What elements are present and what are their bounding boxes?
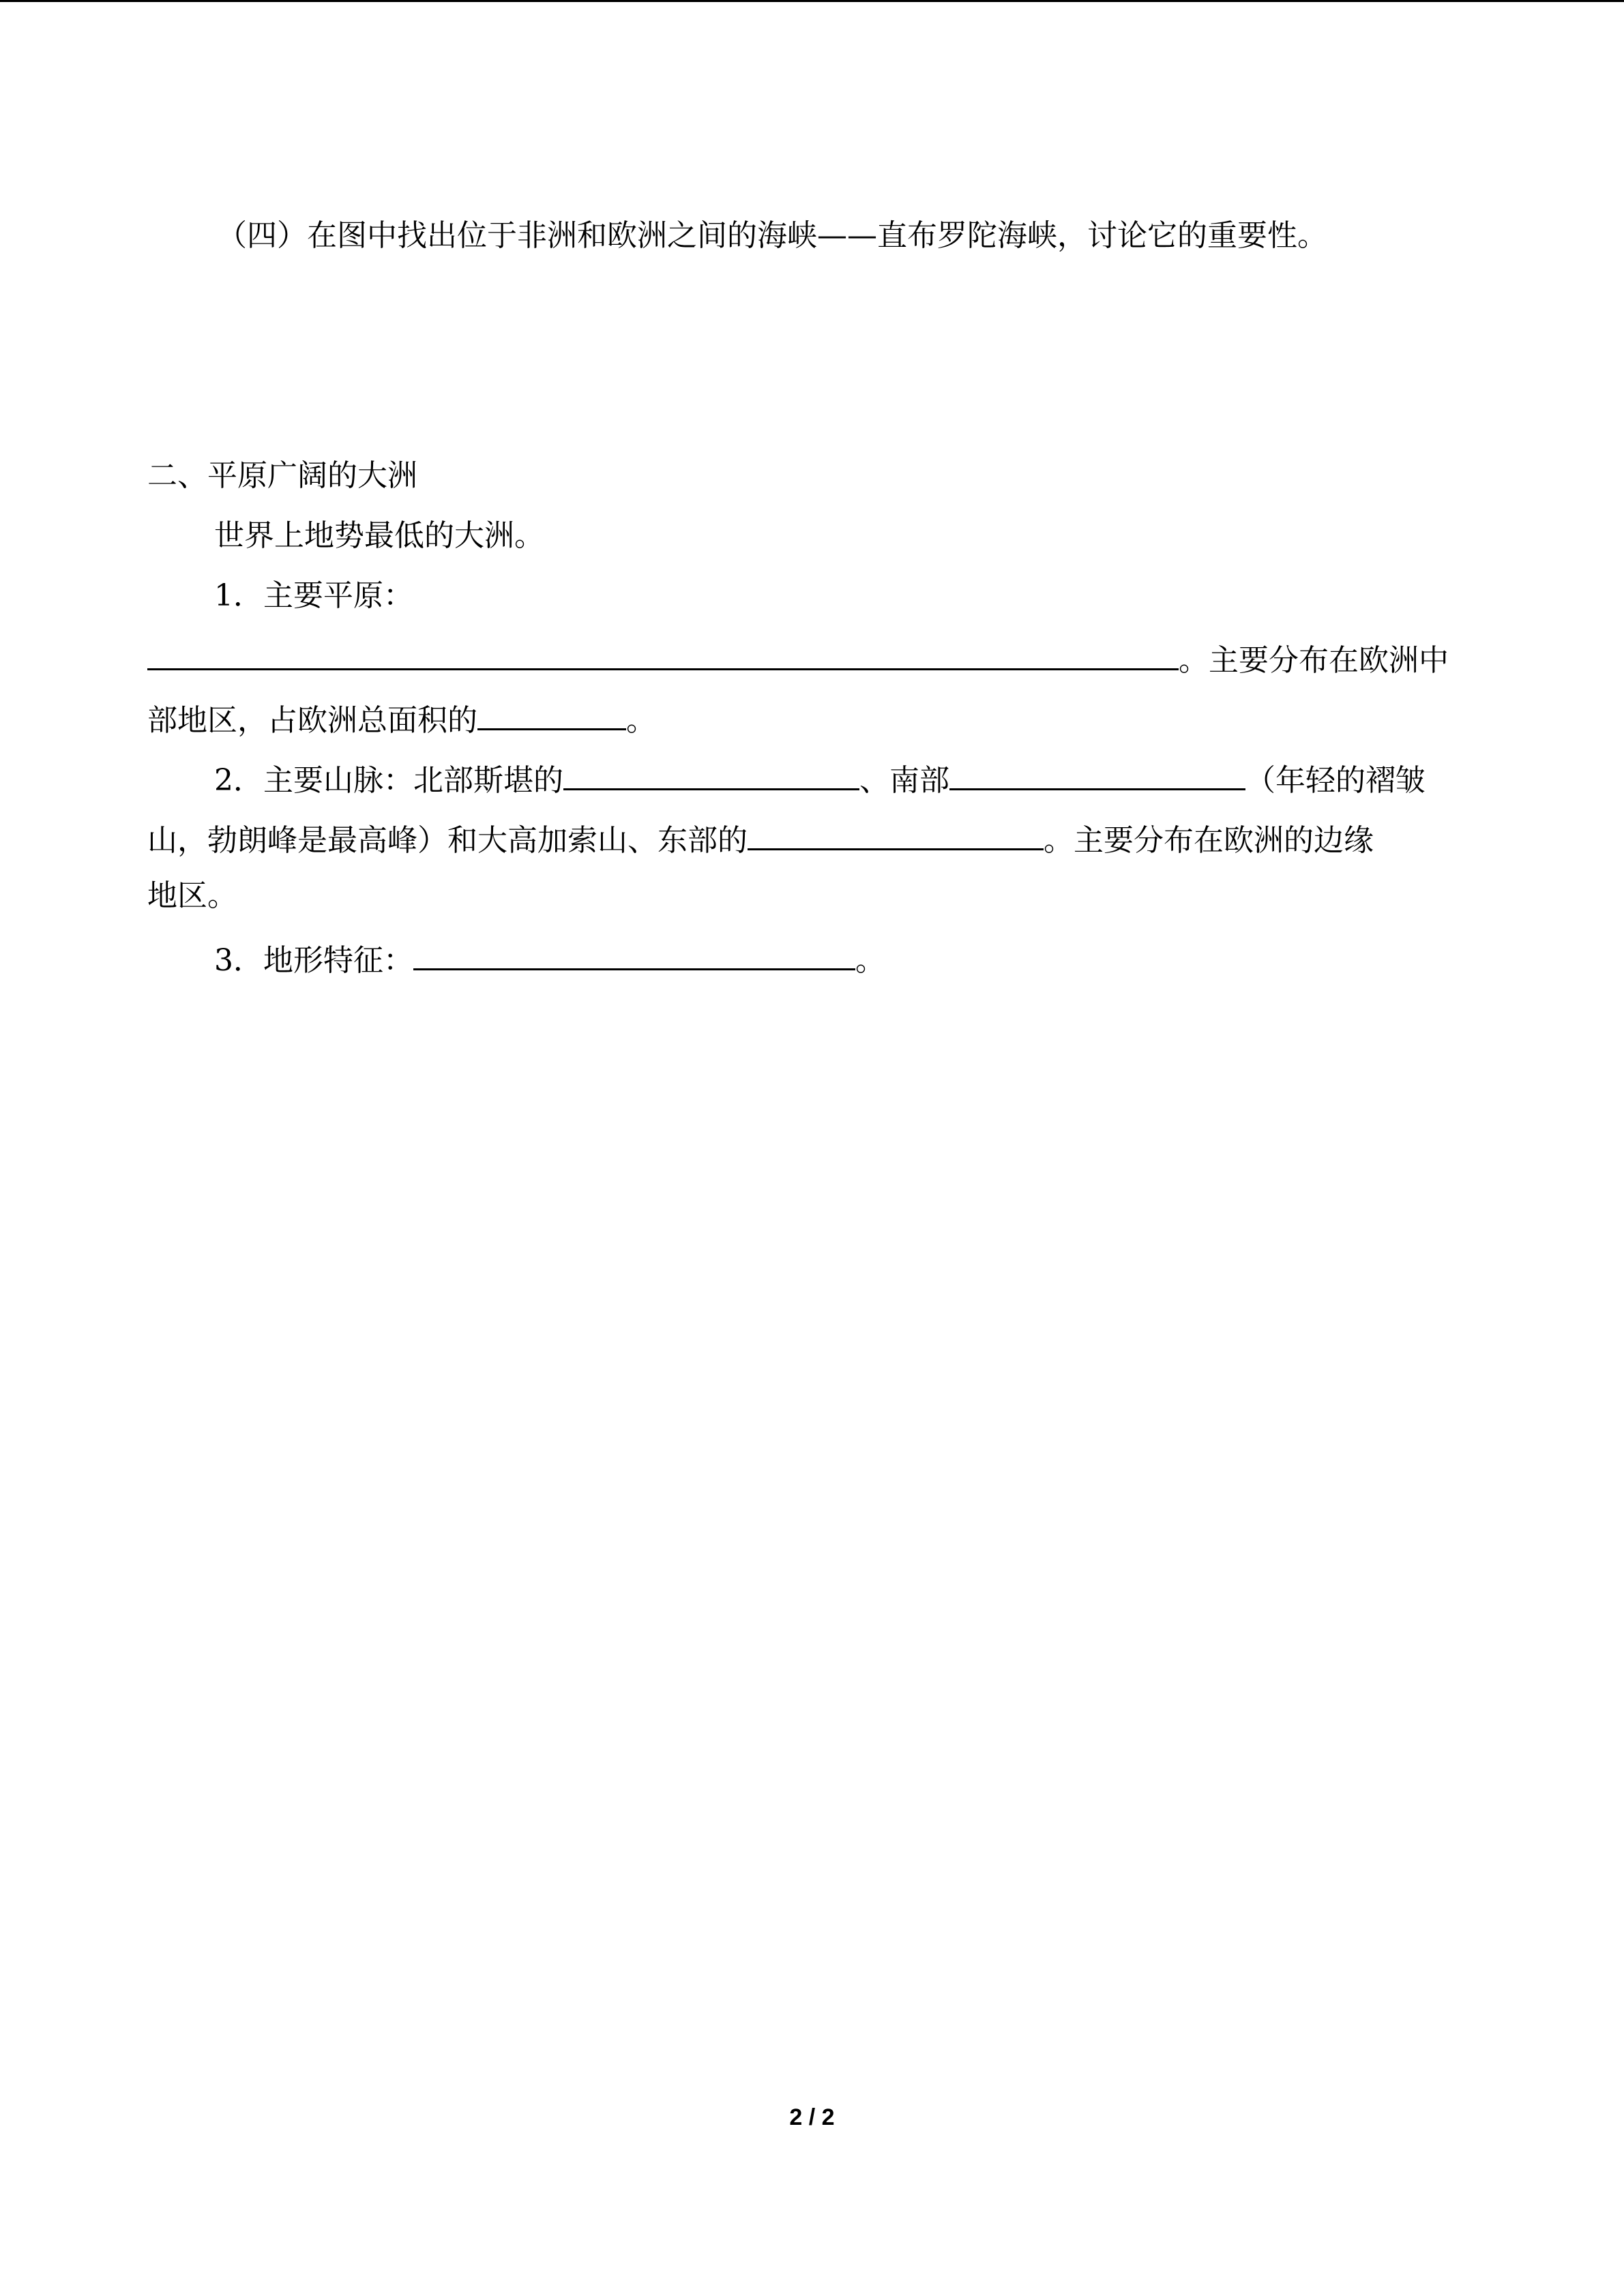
item-1-line-2 (147, 636, 1449, 681)
terrain-feature-blank[interactable] (413, 936, 855, 970)
item-1-line-3-prefix: 部地区，占欧洲总面积的 (147, 703, 477, 738)
southern-mountains-blank[interactable] (949, 756, 1245, 790)
item-2-mid-1: 、南部 (859, 763, 949, 798)
question-4-line (217, 215, 1327, 256)
item-2-line-3-text: 地区。 (147, 878, 237, 913)
item-1-line-3 (147, 696, 656, 741)
item-1-line-3-suffix: 。 (626, 703, 656, 738)
item-3-line (214, 936, 885, 981)
question-4-text: （四）在图中找出位于非洲和欧洲之间的海峡——直布罗陀海峡，讨论它的重要性。 (217, 218, 1327, 253)
item-1-label: 1．主要平原： (214, 578, 413, 613)
page-number-text: 2 / 2 (789, 2104, 835, 2130)
main-plains-blank[interactable] (147, 636, 1179, 670)
section-2-intro-text: 世界上地势最低的大洲。 (214, 518, 544, 553)
item-3-label: 3．地形特征： (214, 943, 413, 978)
northern-mountains-blank[interactable] (563, 756, 859, 790)
item-2-line-3 (147, 876, 237, 916)
section-2-heading-text: 二、平原广阔的大洲 (147, 458, 417, 493)
section-2-intro (214, 516, 544, 556)
page-number (0, 2100, 1624, 2134)
item-3-suffix: 。 (855, 943, 885, 978)
page-top-border (0, 0, 1624, 2)
item-2-mid-2: （年轻的褶皱 (1245, 763, 1426, 798)
section-2-heading (147, 456, 417, 496)
item-2-line-2-prefix: 山，勃朗峰是最高峰）和大高加索山、东部的 (147, 823, 748, 858)
item-1-label-line (214, 576, 413, 616)
item-2-line-2-suffix: 。主要分布在欧洲的边缘 (1044, 823, 1374, 858)
eastern-mountains-blank[interactable] (748, 816, 1044, 850)
item-2-line-2 (147, 816, 1374, 861)
item-1-line-2-suffix: 。主要分布在欧洲中 (1179, 643, 1449, 678)
item-2-line-1 (214, 756, 1426, 801)
plains-area-ratio-blank[interactable] (477, 696, 626, 730)
item-2-prefix: 2．主要山脉：北部斯堪的 (214, 763, 563, 798)
